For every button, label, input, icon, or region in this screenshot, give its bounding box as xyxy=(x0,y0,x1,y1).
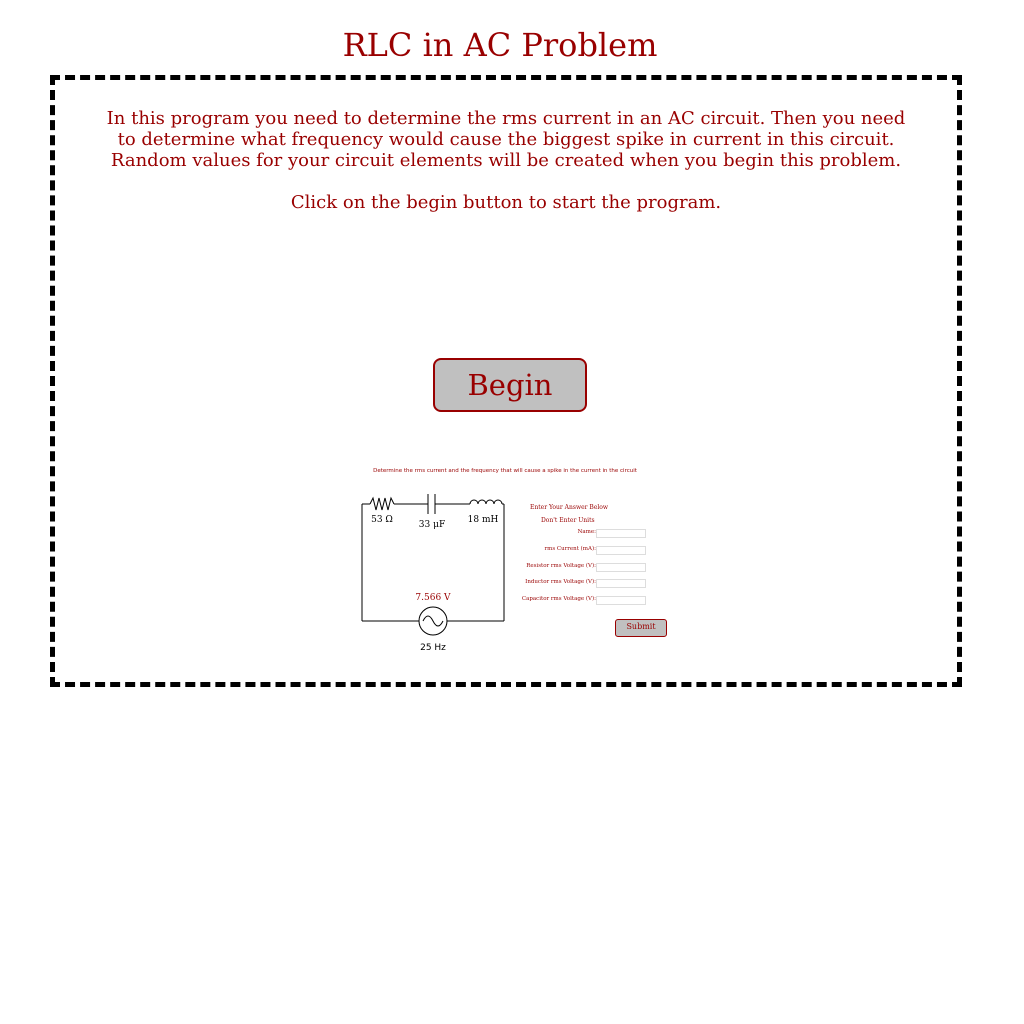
rms-current-field xyxy=(596,546,646,555)
content-frame xyxy=(50,75,962,687)
preview-image xyxy=(360,460,656,660)
inductor-icon xyxy=(470,500,502,504)
intro-line: to determine what frequency would cause the biggest spike in current in this circuit. xyxy=(117,129,895,150)
form-note: Don't Enter Units xyxy=(541,517,595,524)
form-row-current xyxy=(510,546,646,555)
capacitor-voltage-field xyxy=(596,596,646,605)
page-title: RLC in AC Problem xyxy=(342,26,658,64)
form-row-resistor xyxy=(510,563,646,572)
intro-line: In this program you need to determine the rms current in an AC circuit. Then you need xyxy=(106,108,906,129)
intro-line: Random values for your circuit elements will be created when you begin this problem. xyxy=(110,150,902,171)
inductor-voltage-field xyxy=(596,579,646,588)
intro-instruction: Click on the begin button to start the program. xyxy=(290,192,722,213)
source-voltage-label: 7.566 V xyxy=(415,593,451,603)
form-caption: Enter Your Answer Below xyxy=(530,504,609,511)
resistor-label: 53 Ω xyxy=(371,515,393,525)
form-row-capacitor xyxy=(510,596,646,605)
field-label: Name: xyxy=(577,529,596,535)
resistor-voltage-field xyxy=(596,563,646,572)
form-row-inductor xyxy=(510,579,646,588)
inductor-label: 18 mH xyxy=(467,515,499,525)
intro-text xyxy=(55,108,957,213)
name-field xyxy=(596,529,646,538)
source-frequency-label: 25 Hz xyxy=(420,643,446,653)
submit-button-preview: Submit xyxy=(615,619,667,637)
field-label: Capacitor rms Voltage (V): xyxy=(521,596,596,602)
field-label: Inductor rms Voltage (V): xyxy=(525,579,596,585)
resistor-icon xyxy=(370,498,394,510)
capacitor-label: 33 μF xyxy=(418,520,446,530)
field-label: Resistor rms Voltage (V): xyxy=(526,563,596,569)
form-row-name xyxy=(510,529,646,538)
preview-heading: Determine the rms current and the frequency that will cause a spike in the current in the circuit xyxy=(373,468,637,474)
begin-button[interactable]: Begin xyxy=(433,358,587,412)
circuit-diagram xyxy=(360,460,510,660)
field-label: rms Current (mA): xyxy=(544,546,596,552)
